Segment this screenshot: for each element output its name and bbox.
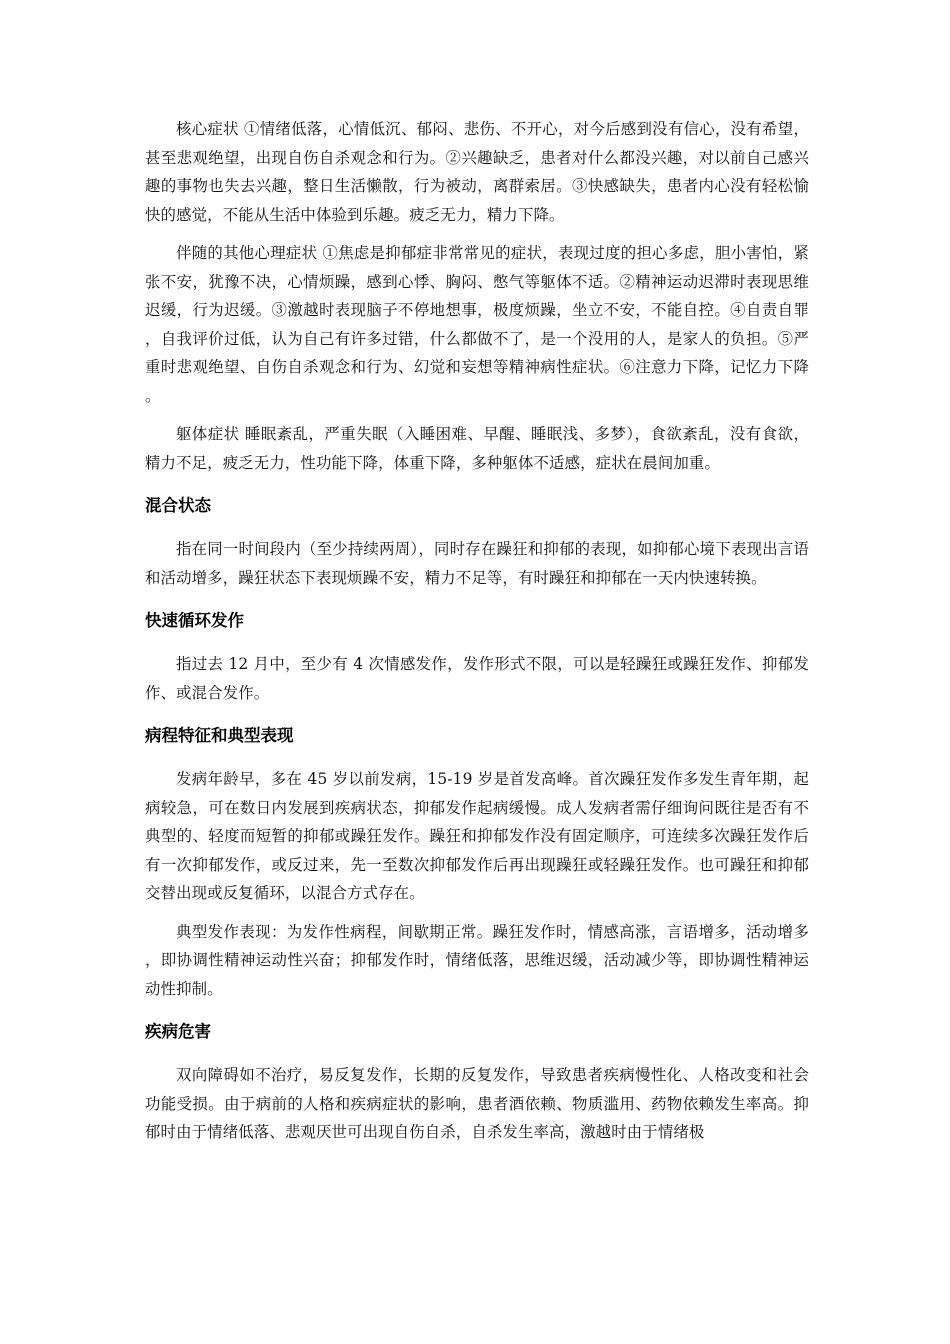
somatic-symptoms-paragraph: 躯体症状 睡眠紊乱，严重失眠（入睡困难、早醒、睡眠浅、多梦），食欲紊乱，没有食欲，精力不足，疲乏无力，性功能下降，体重下降，多种躯体不适感，症状在晨间加重。	[145, 425, 809, 472]
course-features-paragraph: 发病年龄早，多在 45 岁以前发病，15-19 岁是首发高峰。首次躁狂发作多发生青年期，起病较急，可在数日内发展到疾病状态，抑郁发作起病缓慢。成人发病者需仔细询问既往是否有不典型的、轻度而短暂的抑郁或躁狂发作。躁狂和抑郁发作没有固定顺序，可连续多次躁狂发作后有一次抑郁发作，或反过来，先一至数次抑郁发作后再出现躁狂或轻躁狂发作。也可躁狂和抑郁交替出现或反复循环，以混合方式存在。	[145, 770, 809, 902]
course-features-heading: 病程特征和典型表现	[145, 726, 294, 745]
rapid-cycling-paragraph: 指过去 12 月中，至少有 4 次情感发作，发作形式不限，可以是轻躁狂或躁狂发作、抑郁发作、或混合发作。	[145, 655, 809, 702]
rapid-cycling-heading: 快速循环发作	[145, 611, 244, 630]
mixed-state-heading: 混合状态	[145, 496, 211, 515]
mixed-state-paragraph: 指在同一时间段内（至少持续两周），同时存在躁狂和抑郁的表现，如抑郁心境下表现出言语和活动增多，躁狂状态下表现烦躁不安，精力不足等，有时躁狂和抑郁在一天内快速转换。	[145, 540, 809, 587]
disease-harm-paragraph: 双向障碍如不治疗，易反复发作，长期的反复发作，导致患者疾病慢性化、人格改变和社会功能受损。由于病前的人格和疾病症状的影响，患者酒依赖、物质滥用、药物依赖发生率高。抑郁时由于情绪低落、悲观厌世可出现自伤自杀，自杀发生率高，激越时由于情绪极	[145, 1066, 809, 1141]
other-psych-symptoms-paragraph: 伴随的其他心理症状 ①焦虑是抑郁症非常常见的症状，表现过度的担心多虑，胆小害怕，紧张不安，犹豫不决，心情烦躁，感到心悸、胸闷、憋气等躯体不适。②精神运动迟滞时表现思维迟缓，行为迟缓。③激越时表现脑子不停地想事，极度烦躁，坐立不安，不能自控。④自责自罪，自我评价过低，认为自己有许多过错，什么都做不了，是一个没用的人，是家人的负担。⑤严重时悲观绝望、自伤自杀观念和行为、幻觉和妄想等精神病性症状。⑥注意力下降，记忆力下降。	[145, 244, 809, 405]
typical-episode-paragraph: 典型发作表现：为发作性病程，间歇期正常。躁狂发作时，情感高涨，言语增多，活动增多，即协调性精神运动性兴奋；抑郁发作时，情绪低落，思维迟缓，活动减少等，即协调性精神运动性抑制。	[145, 922, 809, 998]
disease-harm-heading: 疾病危害	[145, 1022, 211, 1041]
core-symptoms-paragraph: 核心症状 ①情绪低落，心情低沉、郁闷、悲伤、不开心，对今后感到没有信心，没有希望，甚至悲观绝望，出现自伤自杀观念和行为。②兴趣缺乏，患者对什么都没兴趣，对以前自己感兴趣的事物也失去兴趣，整日生活懒散，行为被动，离群索居。③快感缺失，患者内心没有轻松愉快的感觉，不能从生活中体验到乐趣。疲乏无力，精力下降。	[145, 120, 809, 224]
document-page	[145, 115, 809, 1147]
